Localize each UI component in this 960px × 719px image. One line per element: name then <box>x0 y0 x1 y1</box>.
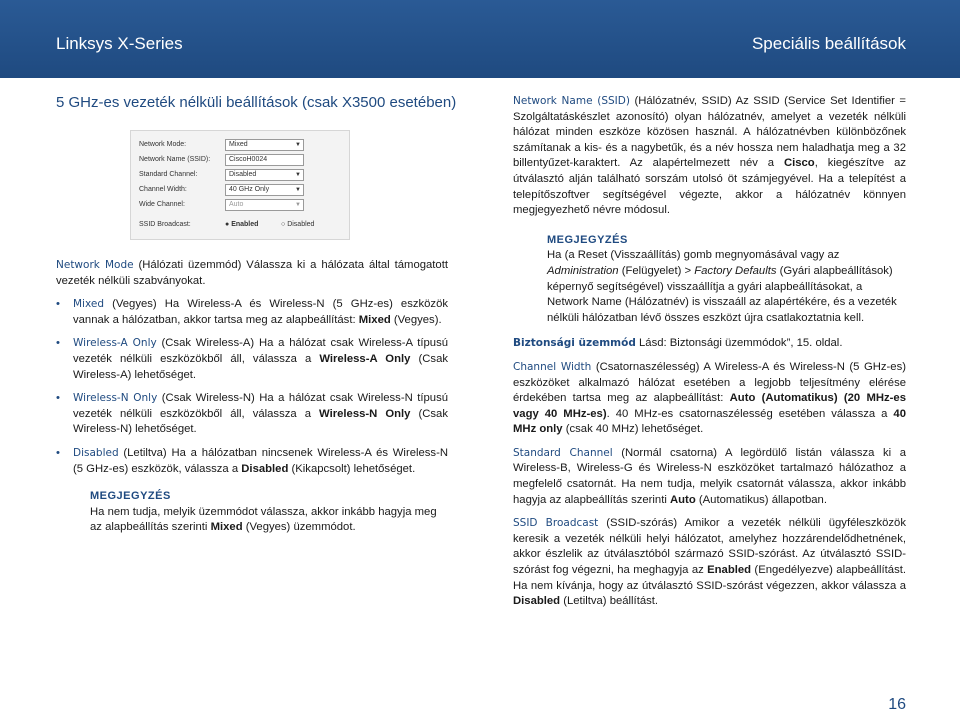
cw-text-3: (csak 40 MHz) lehetőséget. <box>562 423 704 436</box>
settings-screenshot <box>130 130 350 240</box>
standard-channel-paragraph <box>513 446 906 508</box>
bullet-bold: Mixed <box>358 313 391 326</box>
bullet-bold: Wireless-A Only <box>319 352 411 365</box>
standard-channel-select[interactable]: Disabled ▼ <box>225 169 304 181</box>
sc-bold-1: Auto <box>670 493 696 506</box>
bullet-text-end: (Csak Wireless-A) lehetőséget. <box>73 352 448 381</box>
right-note <box>513 233 906 327</box>
cw-bold-1: Auto (Automatikus) (20 MHz-es vagy 40 MHz-es) <box>513 392 906 420</box>
bullet-bold: Disabled <box>241 462 289 475</box>
note-heading: MEGJEGYZÉS <box>90 490 171 503</box>
ssid-bold: Cisco <box>783 157 815 170</box>
sc-text-2: (Automatikus) állapotban. <box>695 493 827 506</box>
bullet-term: Disabled <box>73 446 119 459</box>
network-mode-label: Network Mode: <box>139 141 187 148</box>
left-column <box>56 258 448 536</box>
bullet-term: Mixed <box>73 298 104 311</box>
standard-channel-term: Standard Channel <box>513 446 613 459</box>
sb-bold-2: Disabled <box>513 595 561 608</box>
wide-channel-select[interactable]: Auto ▼ <box>225 199 304 211</box>
ssid-broadcast-label: SSID Broadcast: <box>139 221 191 228</box>
note-text-start: Ha nem tudja, melyik üzemmódot válassza, akkor inkább hagyja meg az alapbeállítás szerinti <box>90 505 437 534</box>
bullet-text-end: (Vegyes). <box>390 313 442 326</box>
bullet-bold: Wireless-N Only <box>319 407 411 420</box>
bullet-text: (Vegyes) Ha Wireless-A és Wireless-N (5 GHz-es) eszközök vannak a hálózatban, akkor tartsa meg az alapbeállítást: <box>73 298 448 326</box>
bullet-term: Wireless-N Only <box>73 392 158 405</box>
security-text: Lásd: Biztonsági üzemmódok”, 15. oldal. <box>635 337 843 350</box>
channel-width-row <box>139 184 344 196</box>
bullet-text: (Letiltva) Ha a hálózatban nincsenek Wireless-A és Wireless-N (5 GHz-es) eszközök, válassza a <box>73 446 448 475</box>
bullet-wireless-n <box>56 391 448 438</box>
brand-title: Linksys X-Series <box>56 34 183 53</box>
enabled-label: Enabled <box>231 221 259 228</box>
sb-text-3: (Letiltva) beállítást. <box>560 595 659 608</box>
note-text <box>547 248 906 326</box>
ssid-term: Network Name (SSID) <box>513 95 630 107</box>
note-italic-2: Factory Defaults <box>694 264 777 277</box>
channel-width-select[interactable]: 40 GHz Only ▼ <box>225 184 304 196</box>
bullet-term: Wireless-A Only <box>73 337 157 350</box>
ssid-row <box>139 154 344 166</box>
ssid-text-end: , kiegészítve az útválasztó alján található sorszám utolsó öt számjegyével. Ha a telepítést a telepítőszoftver segítségével végezte, akkor a hálózatnév könnyen megjegyezhető névre módosul. <box>513 157 906 217</box>
cw-text-2: . 40 MHz-es csatornaszélesség esetében válassza a <box>606 407 894 420</box>
sb-text-2: (Engedélyezve) alapbeállítást. Ha nem kívánja, hogy az útválasztó SSID-szórást végezzen, akkor válassza a <box>513 564 907 592</box>
ssid-broadcast-term: SSID Broadcast <box>513 517 599 530</box>
bullet-text: (Csak Wireless-N) Ha a hálózat csak Wireless-N típusú vezeték nélküli eszközökből áll, válassza a <box>73 392 448 420</box>
ssid-label: Network Name (SSID): <box>139 156 211 163</box>
page-number: 16 <box>888 696 906 713</box>
note-text-end: (Vegyes) üzemmódot. <box>242 521 356 534</box>
sb-text-1: (SSID-szórás) Amikor a vezeték nélküli ügyféleszközök keresik a vezeték nélküli helyi hálózatot, amelyhez hozzárendelődhetnének, akkor észlelik az útválasztóból származó SSID-szórást. Az útválasztó SSID-szórást fog végezni, ha meghagyja az <box>513 517 906 577</box>
ssid-broadcast-paragraph <box>513 516 906 610</box>
standard-channel-row <box>139 169 344 181</box>
disabled-radio[interactable]: ○ Disabled <box>281 221 315 228</box>
disabled-label: Disabled <box>287 221 315 228</box>
channel-width-term: Channel Width <box>513 360 592 373</box>
section-title: Speciális beállítások <box>751 34 906 53</box>
left-note <box>56 489 448 536</box>
bullet-wireless-a <box>56 336 448 383</box>
note-text <box>90 505 448 536</box>
page-title: 5 GHz-es vezeték nélküli beállítások (csak X3500 esetében) <box>56 94 457 111</box>
enabled-radio[interactable]: ● Enabled <box>225 221 259 228</box>
bullet-text-end: (Kikapcsolt) lehetőséget. <box>288 462 416 475</box>
network-mode-paragraph <box>56 258 448 289</box>
bullet-mixed <box>56 297 448 328</box>
bullet-text: (Csak Wireless-A) Ha a hálózat csak Wireless-A típusú vezeték nélküli eszközökből áll, válassza a <box>73 337 449 365</box>
note-bold: Mixed <box>210 521 243 534</box>
network-mode-row <box>139 139 344 151</box>
cw-bold-2: 40 MHz only <box>513 407 906 436</box>
network-mode-term: Network Mode <box>56 259 134 271</box>
ssid-broadcast-row <box>139 219 344 231</box>
right-column <box>513 94 906 618</box>
header-bar <box>0 0 960 78</box>
ssid-text: (Hálózatnév, SSID) Az SSID (Service Set Identifier = Szolgáltatáskészlet azonosító) olyan hálózatnév, amelyet a vezeték nélküli hálózat minden eszköze közösen használ. A hálózatnévben különbözőnek számítanak a kis- és a nagybetűk, és a név hossza nem haladhatja meg a 32 billentyűzet-karaktert. Az alapértelmezett név a <box>513 95 906 170</box>
cw-text-1: (Csatornaszélesség) A Wireless-A és Wireless-N (5 GHz-es) eszközöket alkalmazó hálózat esetében a legjobb teljesítmény elérése érdekében tartsa meg az alapbeállítást: <box>513 360 906 405</box>
note-text-1: Ha (a Reset (Visszaállítás) gomb megnyomásával vagy az <box>547 249 840 262</box>
sb-bold-1: Enabled <box>707 564 752 577</box>
network-mode-text: (Hálózati üzemmód) Válassza ki a hálózata által támogatott vezeték nélküli szabványokat. <box>56 259 448 287</box>
wide-channel-row <box>139 199 344 211</box>
note-heading: MEGJEGYZÉS <box>547 233 628 246</box>
channel-width-paragraph <box>513 360 906 438</box>
wide-channel-label: Wide Channel: <box>139 201 185 208</box>
note-text-2: (Felügyelet) > <box>618 264 695 277</box>
security-paragraph <box>513 336 906 352</box>
channel-width-label: Channel Width: <box>139 186 187 193</box>
bullet-text-end: (Csak Wireless-N) lehetőséget. <box>73 407 448 436</box>
sc-text-1: (Normál csatorna) A legördülő listán válassza ki a Wireless-B, Wireless-G és Wireless-N eszközöket tartalmazó hálózathoz a megfelelő csatornát. Ha nem tudja, melyik csatornát válassza, akkor inkább hagyja az alapbeállítás szerinti <box>513 446 906 506</box>
standard-channel-label: Standard Channel: <box>139 171 198 178</box>
security-term: Biztonsági üzemmód <box>513 337 636 350</box>
ssid-paragraph <box>513 94 906 219</box>
network-mode-select[interactable]: Mixed ▼ <box>225 139 304 151</box>
note-italic-1: Administration <box>547 264 619 277</box>
bullet-disabled <box>56 446 448 477</box>
ssid-input[interactable]: CiscoH0024 <box>225 154 304 166</box>
note-text-3: (Gyári alapbeállítások) képernyő segítségével) visszaállítja a gyári alapbeállításokat, a Network Name (Hálózatnév) is visszaáll az alapértékére, és a vezeték nélküli hálózatban lévő összes eszközt újra csatlakoztatnia kell. <box>547 264 897 324</box>
